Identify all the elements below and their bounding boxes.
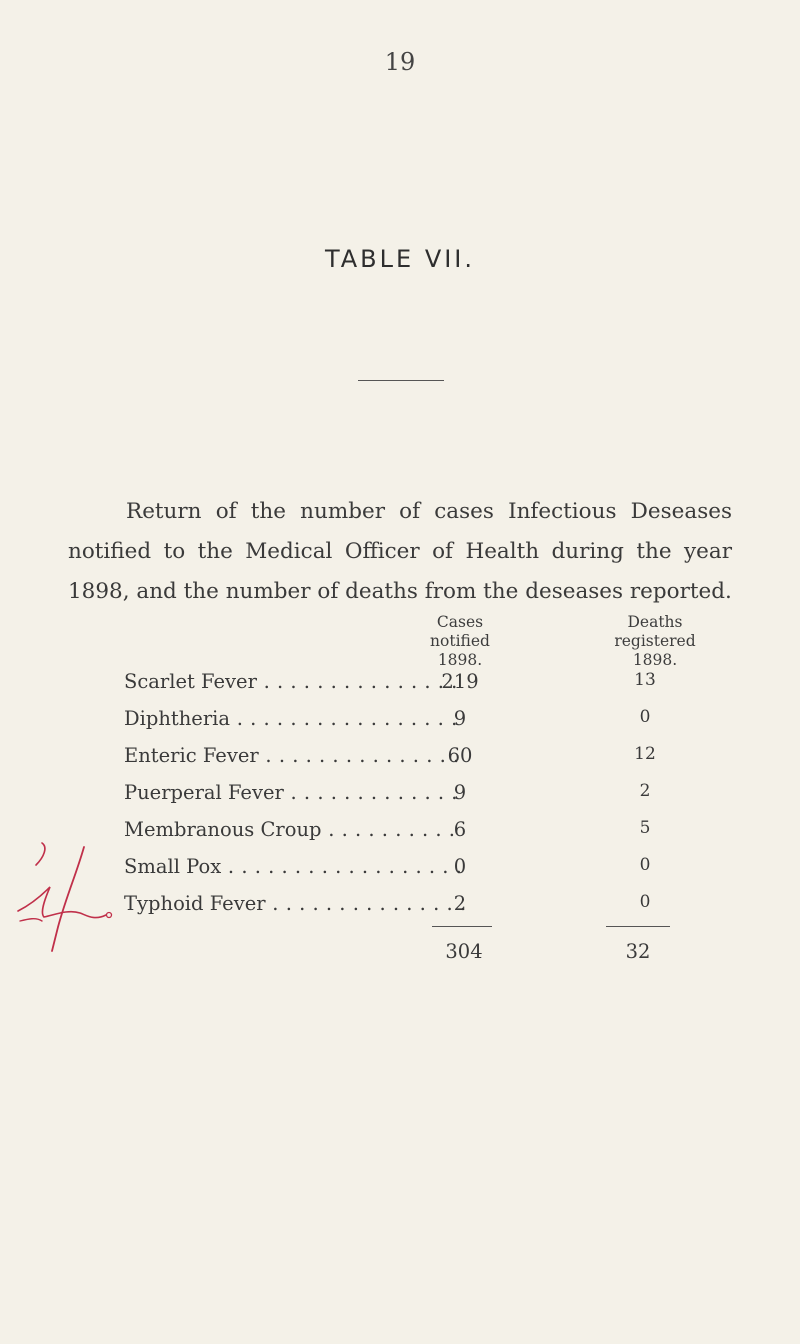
cases-value: 9 [453,781,467,804]
ink-stroke [18,887,106,918]
total-rule-cases [432,926,492,927]
disease-label: Diphtheria . . . [124,707,464,730]
ink-stroke [36,843,45,865]
column-header-line: notified [430,632,490,650]
total-cases: 304 [445,940,483,963]
column-header-line: registered [614,632,696,650]
handwritten-annotation [14,835,114,955]
ink-stroke [20,919,42,921]
cases-value: 219 [441,670,479,693]
table-row [0,851,800,888]
disease-label: Scarlet Fever . . . [124,670,464,693]
table-row [0,703,800,740]
column-header-line: Deaths [627,613,683,631]
disease-label: Small Pox . . . [124,855,464,878]
page-number: 19 [384,48,416,76]
deaths-value: 0 [639,855,651,875]
disease-label: Enteric Fever . . . [124,744,464,767]
table-row [0,666,800,703]
cases-value: 6 [453,818,467,841]
cases-value: 2 [453,892,467,915]
table-row [0,888,800,925]
intro-paragraph: Return of the number of cases Infectious Deseases notified to the Medical Officer of Health during the year 1898, and the number of deaths from the deseases reported. [68,499,732,604]
disease-label: Puerperal Fever . . . [124,781,464,804]
deaths-value: 13 [634,670,656,690]
deaths-value: 0 [639,707,651,727]
column-header-deaths [585,613,725,670]
deaths-value: 2 [639,781,651,801]
column-header-line: Cases [436,613,484,631]
ink-stroke [52,847,84,951]
disease-label: Typhoid Fever . . . [124,892,464,915]
table-row [0,814,800,851]
table-row [0,777,800,814]
title-divider [358,380,444,381]
column-header-cases [405,613,515,670]
disease-label: Membranous Croup . . . [124,818,464,841]
column-header-line: 1898. [437,651,483,669]
ink-dot [107,913,112,918]
deaths-value: 12 [634,744,656,764]
table-title: TABLE VII. [324,245,476,273]
total-rule-deaths [606,926,670,927]
cases-value: 60 [447,744,473,767]
disease-table [0,666,800,925]
cases-value: 0 [453,855,467,878]
deaths-value: 0 [639,892,651,912]
table-row [0,740,800,777]
cases-value: 9 [453,707,467,730]
deaths-value: 5 [639,818,651,838]
column-header-line: 1898. [632,651,678,669]
total-deaths: 32 [625,940,651,963]
